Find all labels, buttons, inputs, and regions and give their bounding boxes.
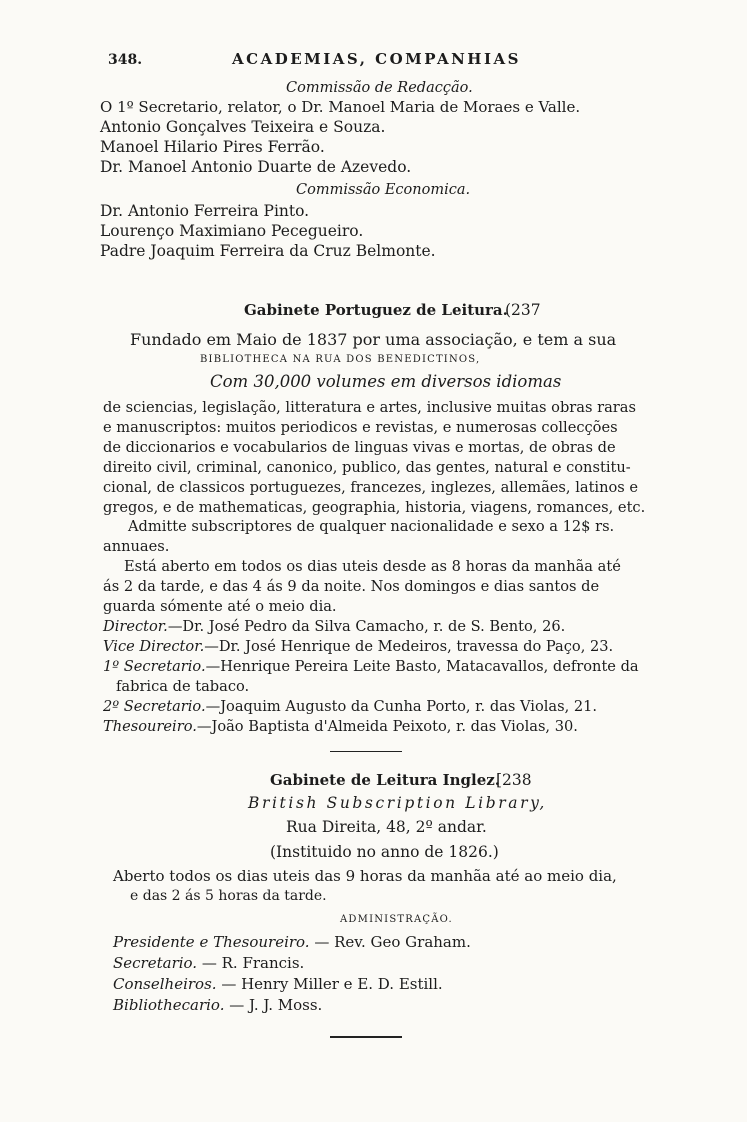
officer-text: —Henrique Pereira Leite Basto, Matacavallos, defronte da [205,658,639,675]
admin-role: Conselheiros. [113,975,217,993]
admin-row [113,953,304,973]
officer-role: Vice Director. [103,638,205,655]
officer-text: —Dr. José Henrique de Medeiros, travessa do Paço, 23. [204,638,614,655]
commission-member: Manoel Hilario Pires Ferrão. [100,138,325,156]
officer-text: fabrica de tabaco. [116,678,250,695]
admin-text: — Henry Miller e E. D. Estill. [216,975,443,993]
section-divider [330,751,402,752]
commission-member: Dr. Antonio Ferreira Pinto. [100,202,310,220]
subscribers-line: annuaes. [103,538,170,555]
admin-row [113,995,322,1015]
officer-role: Director. [103,618,168,635]
inglez-hours-line: Aberto todos os dias uteis das 9 horas da manhãa até ao meio dia, [113,867,617,885]
description-line: gregos, e de mathematicas, geographia, historia, viagens, romances, etc. [103,499,646,516]
founded-line: Fundado em Maio de 1837 por uma associação, e tem a sua [130,330,617,349]
running-title: ACADEMIAS, COMPANHIAS [232,50,521,68]
page-number: 348. [108,52,143,68]
gabinete-inglez-title: Gabinete de Leitura Inglez. [270,771,500,789]
admin-row [113,932,471,952]
officer-row [103,637,613,657]
administration-title: ADMINISTRAÇÃO. [340,914,453,925]
gabinete-portuguez-title: Gabinete Portuguez de Leitura. [244,301,508,319]
section-divider [330,1036,402,1038]
description-line: cional, de classicos portuguezes, francezes, inglezes, allemães, latinos e [103,479,639,496]
officer-text: —Dr. José Pedro da Silva Camacho, r. de S. Bento, 26. [167,618,566,635]
officer-row [116,677,249,697]
officer-row [103,697,597,717]
inglez-hours-line: e das 2 ás 5 horas da tarde. [130,888,327,904]
gabinete-portuguez-number: (237 [505,301,541,319]
admin-role: Secretario. [113,954,198,972]
description-line: e manuscriptos: muitos periodicos e revistas, e numerosas collecções [103,419,618,436]
commission-member: O 1º Secretario, relator, o Dr. Manoel Maria de Moraes e Valle. [100,98,581,116]
instituted-line: (Instituido no anno de 1826.) [270,843,499,861]
commission-member: Antonio Gonçalves Teixeira e Souza. [100,118,386,136]
hours-line: Está aberto em todos os dias uteis desde as 8 horas da manhãa até [124,558,621,575]
description-line: de diccionarios e vocabularios de linguas vivas e mortas, de obras de [103,439,616,456]
subscription-library: British Subscription Library, [248,794,547,812]
inglez-address: Rua Direita, 48, 2º andar. [286,818,487,836]
commission-redaccao-title: Commissão de Redacção. [286,80,473,96]
officer-row [103,717,578,737]
officer-row [103,657,639,677]
commission-member: Lourenço Maximiano Pecegueiro. [100,222,364,240]
officer-text: —Joaquim Augusto da Cunha Porto, r. das Violas, 21. [205,698,598,715]
subscribers-line: Admitte subscriptores de qualquer nacionalidade e sexo a 12$ rs. [128,518,615,535]
commission-member: Padre Joaquim Ferreira da Cruz Belmonte. [100,242,436,260]
commission-economica-title: Commissão Economica. [296,182,471,198]
gabinete-inglez-number: [238 [496,771,532,789]
admin-role: Presidente e Thesoureiro. [113,933,310,951]
admin-text: — Rev. Geo Graham. [309,933,471,951]
officer-role: 2º Secretario. [103,698,206,715]
admin-text: — J. J. Moss. [224,996,323,1014]
officer-text: —João Baptista d'Almeida Peixoto, r. das Violas, 30. [196,718,578,735]
admin-row [113,974,443,994]
hours-line: guarda sómente até o meio dia. [103,598,337,615]
library-address: BIBLIOTHECA NA RUA DOS BENEDICTINOS, [200,354,481,365]
admin-text: — R. Francis. [197,954,305,972]
description-line: de sciencias, legislação, litteratura e artes, inclusive muitas obras raras [103,399,636,416]
officer-role: 1º Secretario. [103,658,206,675]
officer-row [103,617,565,637]
description-line: direito civil, criminal, canonico, publico, das gentes, natural e constitu- [103,459,631,476]
volumes-line: Com 30,000 volumes em diversos idiomas [210,372,562,391]
officer-role: Thesoureiro. [103,718,197,735]
admin-role: Bibliothecario. [113,996,225,1014]
hours-line: ás 2 da tarde, e das 4 ás 9 da noite. Nos domingos e dias santos de [103,578,600,595]
commission-member: Dr. Manoel Antonio Duarte de Azevedo. [100,158,412,176]
